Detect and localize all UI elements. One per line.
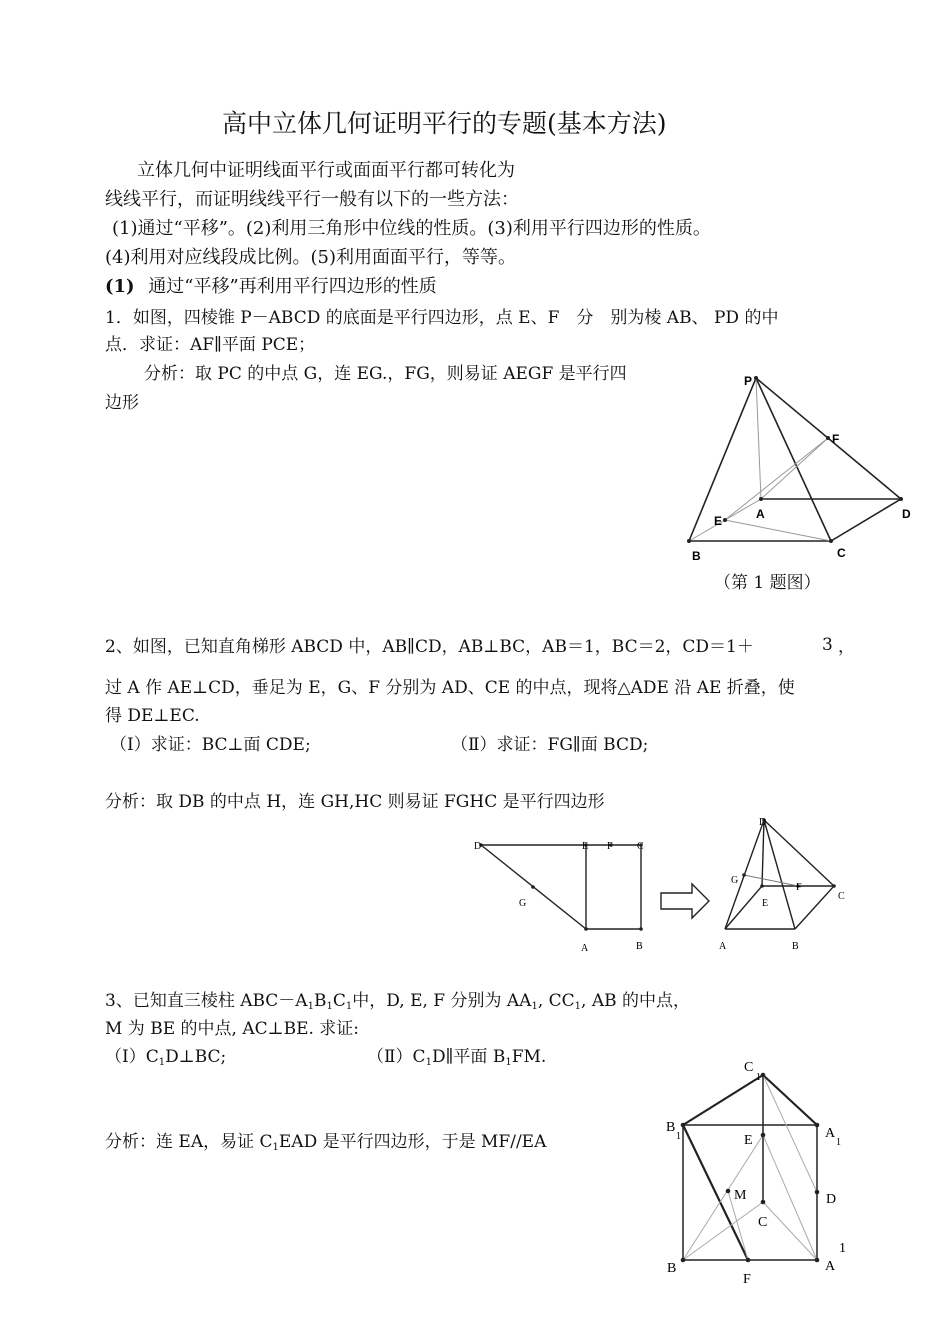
- fig1-label-A: A: [756, 507, 765, 521]
- p3-q2-b: D∥平面 B: [431, 1047, 506, 1067]
- fig3-label-D: D: [826, 1192, 837, 1207]
- p3-sub: 1: [505, 1057, 512, 1068]
- fig3-label-B: B: [667, 1261, 677, 1276]
- fig2b-label-D: D: [759, 817, 767, 828]
- fig2b-label-B: B: [792, 941, 799, 952]
- intro-line-2: 线线平行，而证明线线平行一般有以下的一些方法：: [105, 189, 519, 210]
- fig3-label-C1-sub: 1: [756, 1072, 761, 1083]
- intro-line-3: (1)通过“平移”。(2)利用三角形中位线的性质。(3)利用平行四边形的性质。: [112, 218, 711, 239]
- fig2a-label-E: E: [582, 841, 589, 852]
- p3-sub: 1: [307, 1001, 314, 1012]
- fig2b-label-G: G: [731, 875, 739, 886]
- fig3-label-A1-sub: 1: [836, 1137, 841, 1148]
- fig2a-label-D: D: [474, 841, 482, 852]
- problem-2-line-2: 过 A 作 AE⊥CD，垂足为 E，G、F 分别为 AD、CE 的中点，现将△ADE 沿 AE 折叠，使: [105, 678, 795, 698]
- intro-line-1: 立体几何中证明线面平行或面面平行都可转化为: [137, 160, 515, 181]
- fig1-label-C: C: [837, 546, 846, 560]
- problem-1-line-2: 点．求证：AF∥平面 PCE；: [105, 335, 316, 355]
- p3-sub: 1: [158, 1057, 166, 1068]
- fig3-label-C: C: [758, 1215, 768, 1230]
- p3-an-a: 分析：连 EA，易证 C: [105, 1132, 273, 1152]
- problem-2-line-1-text: 2、如图，已知直角梯形 ABCD 中，AB∥CD，AB⊥BC，AB＝1，BC＝2，CD＝1＋: [105, 637, 754, 657]
- p3-q2-a: （Ⅱ）C: [367, 1047, 426, 1067]
- fig3-label-E: E: [744, 1133, 753, 1148]
- problem-2-question-2: （Ⅱ）求证：FG∥面 BCD;: [451, 735, 649, 755]
- problem-2-line-3: 得 DE⊥EC.: [105, 706, 200, 726]
- fig1-label-B: B: [692, 549, 701, 563]
- problem-1-analysis-1: 分析：取 PC 的中点 G，连 EG.，FG，则易证 AEGF 是平行四: [144, 364, 627, 384]
- p3-sub: 1: [345, 1001, 353, 1012]
- fig1-label-E: E: [714, 514, 723, 528]
- section-1-number: (1): [105, 276, 135, 297]
- fig2b-label-E: E: [762, 898, 769, 909]
- problem-1-analysis-2: 边形: [105, 393, 139, 413]
- p3-q2-c: FM.: [511, 1047, 547, 1067]
- problem-1-line-1: 1．如图，四棱锥 P－ABCD 的底面是平行四边形，点 E、F 分 别为棱 AB、 PD 的中: [105, 308, 779, 328]
- p3-l1-d: 中，D, E, F 分别为 AA: [352, 991, 532, 1011]
- p3-q1-b: D⊥BC;: [165, 1047, 227, 1067]
- fig3-label-A1: A: [825, 1126, 836, 1141]
- fig3-label-one: 1: [839, 1241, 846, 1256]
- fig3-label-F: F: [743, 1272, 751, 1287]
- fig1-label-P: P: [744, 374, 753, 388]
- fig3-label-B1-sub: 1: [676, 1131, 681, 1142]
- problem-2-line-1-end: ，: [838, 637, 855, 657]
- page-title: 高中立体几何证明平行的专题(基本方法): [222, 109, 667, 138]
- fig2b-label-F: F: [796, 882, 802, 893]
- fig3-label-B1: B: [666, 1120, 676, 1135]
- p3-q1-a: （Ⅰ）C: [105, 1047, 159, 1067]
- p3-sub: 1: [272, 1142, 279, 1153]
- problem-2-analysis: 分析：取 DB 的中点 H，连 GH,HC 则易证 FGHC 是平行四边形: [105, 792, 605, 812]
- fig3-label-C1: C: [744, 1060, 754, 1075]
- fig2b-label-A: A: [719, 941, 727, 952]
- figure-1-caption: （第 1 题图）: [714, 573, 821, 593]
- fig3-label-A: A: [825, 1259, 836, 1274]
- section-1-text: 通过“平移”再利用平行四边形的性质: [148, 276, 437, 297]
- problem-2-sqrt-3: 3: [822, 635, 833, 655]
- p3-l1-f: , AB 的中点，: [581, 991, 691, 1011]
- fig2b-label-C: C: [838, 891, 845, 902]
- p3-sub: 1: [425, 1057, 432, 1068]
- p3-sub: 1: [326, 1001, 333, 1012]
- fig2a-label-C: C: [637, 841, 644, 852]
- p3-sub: 1: [574, 1001, 582, 1012]
- problem-3-line-2: M 为 BE 的中点, AC⊥BE. 求证:: [105, 1019, 360, 1039]
- fig2a-label-A: A: [581, 943, 589, 954]
- p3-l1-e: , CC: [537, 991, 575, 1011]
- intro-line-4: (4)利用对应线段成比例。(5)利用面面平行，等等。: [105, 247, 516, 268]
- p3-l1-b: B: [313, 991, 327, 1011]
- problem-2-question-1: （Ⅰ）求证：BC⊥面 CDE;: [110, 735, 311, 755]
- fig3-label-M: M: [734, 1188, 747, 1203]
- p3-sub: 1: [531, 1001, 538, 1012]
- p3-l1-c: C: [332, 991, 346, 1011]
- fig2a-label-B: B: [636, 941, 643, 952]
- fig2a-label-G: G: [519, 898, 527, 909]
- p3-an-b: EAD 是平行四边形，于是 MF//EA: [278, 1132, 547, 1152]
- fig1-label-F: F: [832, 432, 840, 446]
- p3-l1-a: 3、已知直三棱柱 ABC－A: [105, 991, 308, 1011]
- fig1-label-D: D: [902, 507, 911, 521]
- fig2a-label-F: F: [607, 841, 613, 852]
